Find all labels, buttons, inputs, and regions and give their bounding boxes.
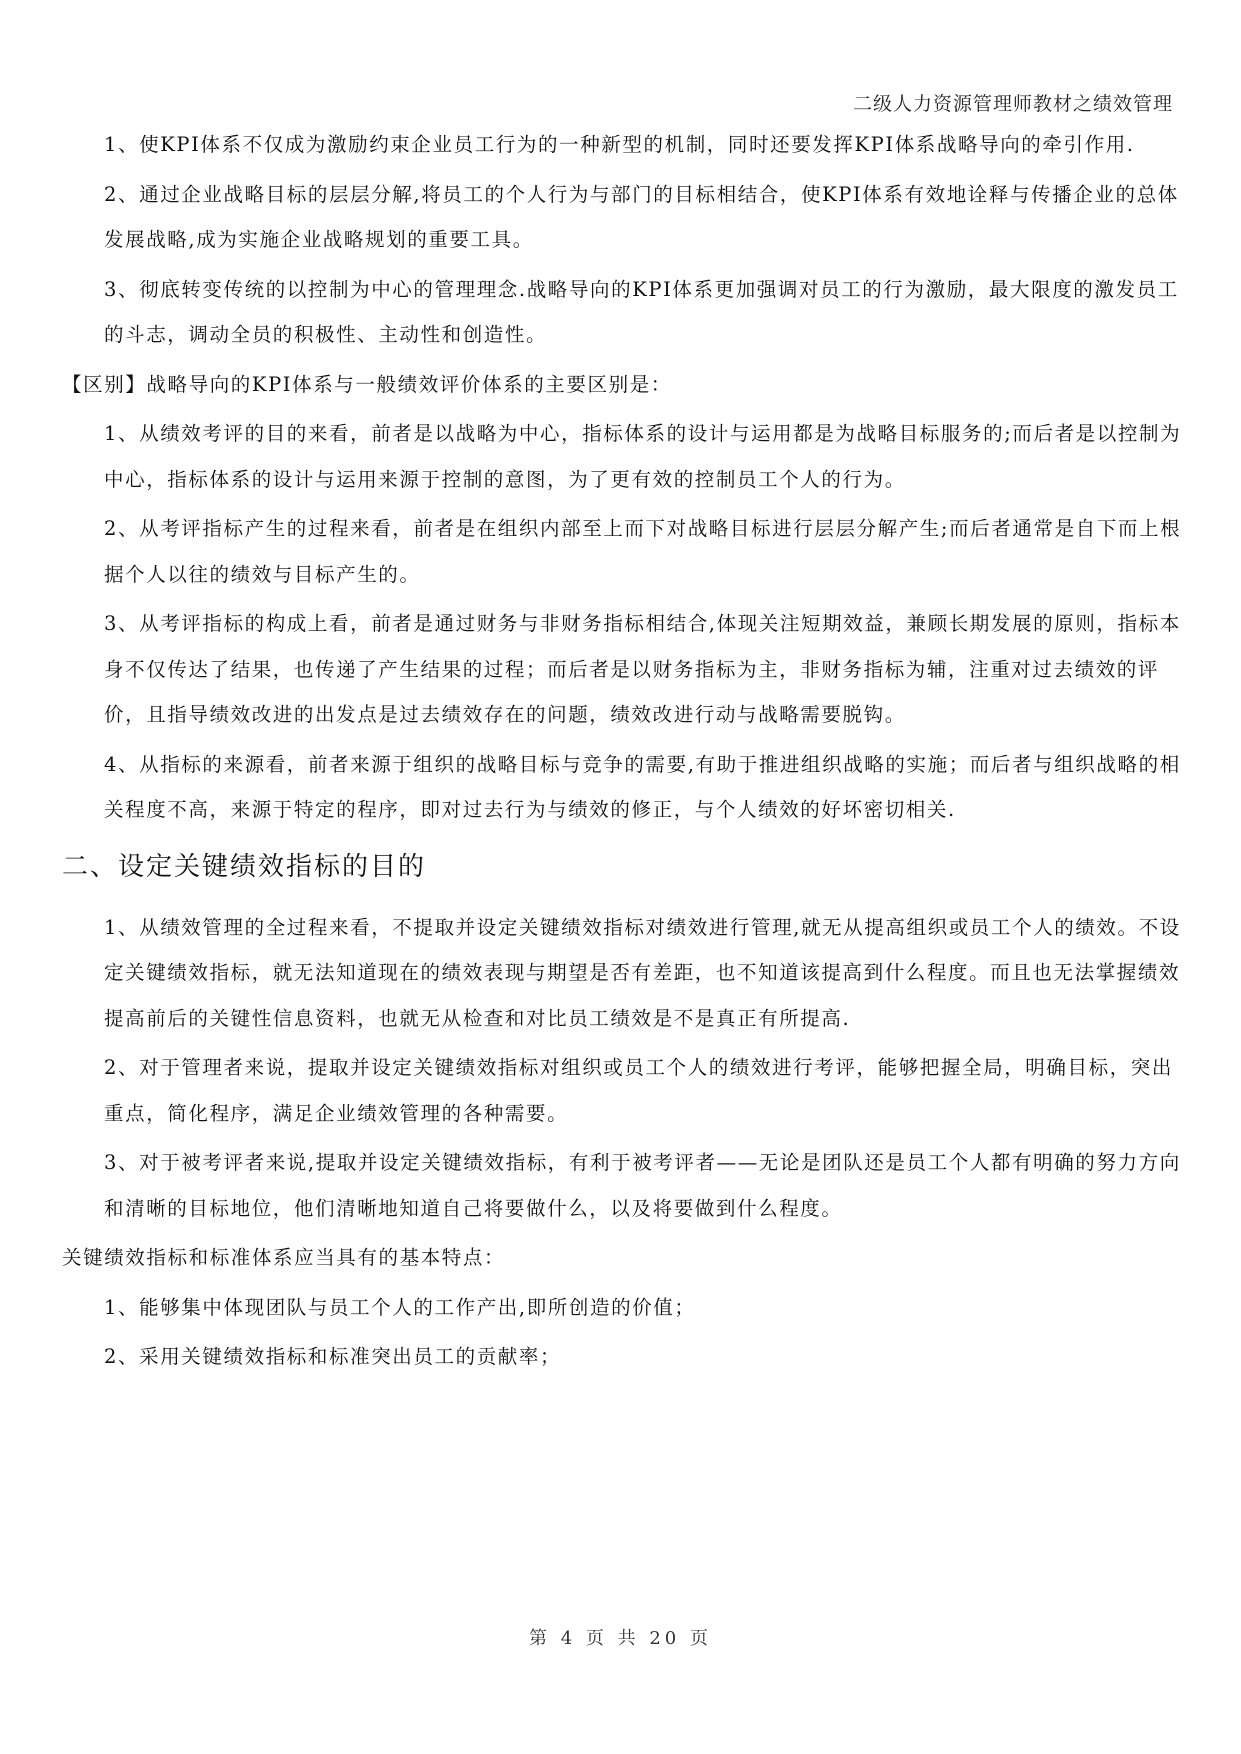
difference-item-4: 4、从指标的来源看，前者来源于组织的战略目标与竞争的需要,有助于推进组织战略的实施；而后者与组织战略的相关程度不高，来源于特定的程序，即对过去行为与绩效的修正，与个人绩效的好坏密切相关. bbox=[104, 752, 1181, 821]
purpose-item-1: 1、从绩效管理的全过程来看，不提取并设定关键绩效指标对绩效进行管理,就无从提高组织或员工个人的绩效。不设定关键绩效指标，就无法知道现在的绩效表现与期望是否有差距，也不知道该提高到什么程度。而且也无法掌握绩效提高前后的关键性信息资料，也就无从检查和对比员工绩效是不是真正有所提高. bbox=[104, 915, 1181, 1030]
difference-heading: 【区别】战略导向的KPI体系与一般绩效评价体系的主要区别是： bbox=[62, 372, 672, 396]
difference-item-1: 1、从绩效考评的目的来看，前者是以战略为中心，指标体系的设计与运用都是为战略目标服务的;而后者是以控制为中心，指标体系的设计与运用来源于控制的意图，为了更有效的控制员工个人的行为。 bbox=[104, 422, 1182, 491]
intro-item-3: 3、彻底转变传统的以控制为中心的管理理念.战略导向的KPI体系更加强调对员工的行为激励，最大限度的激发员工的斗志，调动全员的积极性、主动性和创造性。 bbox=[104, 277, 1179, 346]
page-content bbox=[62, 122, 1186, 1384]
running-header: 二级人力资源管理师教材之绩效管理 bbox=[852, 93, 1173, 115]
intro-item-2: 2、通过企业战略目标的层层分解,将员工的个人行为与部门的目标相结合，使KPI体系有效地诠释与传播企业的总体发展战略,成为实施企业战略规划的重要工具。 bbox=[104, 182, 1179, 251]
difference-item-2: 2、从考评指标产生的过程来看，前者是在组织内部至上而下对战略目标进行层层分解产生;而后者通常是自下而上根据个人以往的绩效与目标产生的。 bbox=[104, 517, 1182, 586]
purpose-item-3: 3、对于被考评者来说,提取并设定关键绩效指标，有利于被考评者——无论是团队还是员工个人都有明确的努力方向和清晰的目标地位，他们清晰地知道自己将要做什么，以及将要做到什么程度。 bbox=[104, 1151, 1181, 1220]
page-footer: 第 4 页 共 20 页 bbox=[529, 1628, 712, 1649]
features-heading: 关键绩效指标和标准体系应当具有的基本特点： bbox=[62, 1246, 506, 1269]
section-heading: 二、设定关键绩效指标的目的 bbox=[62, 851, 427, 882]
purpose-item-2: 2、对于管理者来说，提取并设定关键绩效指标对组织或员工个人的绩效进行考评，能够把握全局，明确目标，突出重点，简化程序，满足企业绩效管理的各种需要。 bbox=[104, 1056, 1174, 1125]
feature-item-1: 1、能够集中体现团队与员工个人的工作产出,即所创造的价值； bbox=[104, 1295, 696, 1319]
feature-item-2: 2、采用关键绩效指标和标准突出员工的贡献率； bbox=[104, 1345, 562, 1368]
intro-item-1: 1、使KPI体系不仅成为激励约束企业员工行为的一种新型的机制，同时还要发挥KPI体系战略导向的牵引作用. bbox=[104, 133, 1135, 156]
difference-item-3: 3、从考评指标的构成上看，前者是通过财务与非财务指标相结合,体现关注短期效益，兼顾长期发展的原则，指标本身不仅传达了结果，也传递了产生结果的过程；而后者是以财务指标为主，非财务指标为辅，注重对过去绩效的评价，且指导绩效改进的出发点是过去绩效存在的问题，绩效改进行动与战略需要脱钩。 bbox=[104, 612, 1181, 726]
